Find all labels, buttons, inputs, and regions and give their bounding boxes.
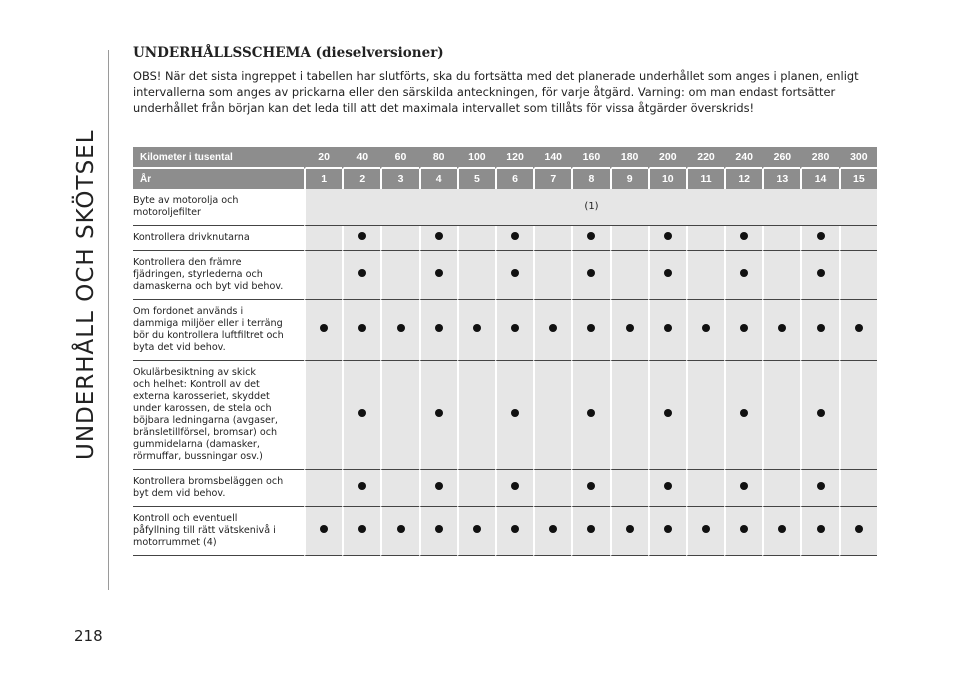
operation-label: Kontrollera den främre fjädringen, styrlederna och damaskerna och byt vid behov. [133,251,304,300]
schedule-cell [648,226,686,251]
service-dot-icon [587,232,595,240]
schedule-cell [686,470,724,507]
year-header-cell: 5 [457,169,495,189]
schedule-cell [380,251,418,300]
service-dot-icon [817,269,825,277]
table-row [133,251,877,300]
service-dot-icon [740,232,748,240]
service-dot-icon [664,324,672,332]
schedule-cell [762,470,800,507]
schedule-cell [610,300,648,361]
year-header-cell: 6 [495,169,533,189]
schedule-cell [610,470,648,507]
service-dot-icon [855,324,863,332]
schedule-cell [839,251,877,300]
schedule-cell [342,361,380,470]
schedule-cell [571,361,609,470]
schedule-cell [533,251,571,300]
service-dot-icon [664,482,672,490]
schedule-cell [419,361,457,470]
schedule-cell [419,507,457,556]
year-header-row [133,169,877,189]
km-header-cell: 240 [724,147,762,169]
km-header-label: Kilometer i tusental [133,147,304,169]
service-dot-icon [664,409,672,417]
km-header-cell: 100 [457,147,495,169]
schedule-cell [724,470,762,507]
service-dot-icon [817,232,825,240]
schedule-cell [571,226,609,251]
service-dot-icon [664,232,672,240]
page-heading: UNDERHÅLLSSCHEMA (dieselversioner) [133,45,444,61]
schedule-cell [419,470,457,507]
schedule-cell [304,470,342,507]
schedule-cell [610,361,648,470]
service-dot-icon [511,482,519,490]
schedule-cell [380,300,418,361]
service-dot-icon [397,324,405,332]
service-dot-icon [626,525,634,533]
schedule-cell [342,251,380,300]
service-dot-icon [664,525,672,533]
service-dot-icon [435,482,443,490]
schedule-cell [800,361,838,470]
operation-label: Kontroll och eventuell påfyllning till rätt vätskenivå i motorrummet (4) [133,507,304,556]
service-dot-icon [435,232,443,240]
schedule-cell [342,507,380,556]
schedule-cell [457,470,495,507]
service-dot-icon [511,525,519,533]
schedule-cell [533,507,571,556]
section-divider [108,50,109,590]
service-dot-icon [435,269,443,277]
schedule-cell [762,300,800,361]
schedule-cell [686,361,724,470]
km-header-cell: 220 [686,147,724,169]
km-header-cell: 180 [610,147,648,169]
schedule-cell [686,251,724,300]
service-dot-icon [855,525,863,533]
year-header-cell: 1 [304,169,342,189]
operation-label: Okulärbesiktning av skick och helhet: Kontroll av det externa karosseriet, skyddet under karossen, de stela och böjbara ledningarna (avgaser, bränsletillförsel, bromsar) och gummidelarna (damasker, rörmuffar, bussningar osv.) [133,361,304,470]
service-dot-icon [511,324,519,332]
operation-label: Kontrollera bromsbeläggen och byt dem vid behov. [133,470,304,507]
service-dot-icon [587,525,595,533]
service-dot-icon [587,409,595,417]
operation-label: Om fordonet används i dammiga miljöer eller i terräng bör du kontrollera luftfiltret och byta det vid behov. [133,300,304,361]
schedule-cell [533,226,571,251]
km-header-cell: 120 [495,147,533,169]
schedule-cell [839,507,877,556]
schedule-cell [839,470,877,507]
service-dot-icon [740,269,748,277]
schedule-cell [800,300,838,361]
service-dot-icon [778,525,786,533]
schedule-cell [533,361,571,470]
schedule-cell [457,251,495,300]
schedule-cell [800,507,838,556]
schedule-cell [724,226,762,251]
service-dot-icon [740,482,748,490]
service-dot-icon [817,409,825,417]
km-header-cell: 20 [304,147,342,169]
service-dot-icon [358,525,366,533]
schedule-cell [800,226,838,251]
schedule-cell [457,300,495,361]
schedule-cell [610,251,648,300]
schedule-cell [304,226,342,251]
km-header-cell: 280 [800,147,838,169]
table-row [133,226,877,251]
year-header-cell: 11 [686,169,724,189]
year-header-cell: 9 [610,169,648,189]
km-header-cell: 200 [648,147,686,169]
schedule-cell [304,507,342,556]
service-dot-icon [549,525,557,533]
schedule-cell [648,251,686,300]
schedule-cell [380,470,418,507]
service-dot-icon [358,409,366,417]
schedule-cell [610,226,648,251]
schedule-cell [380,226,418,251]
km-header-cell: 80 [419,147,457,169]
year-header-label: År [133,169,304,189]
table-row [133,507,877,556]
year-header-cell: 3 [380,169,418,189]
table-row [133,189,877,226]
schedule-cell [724,251,762,300]
schedule-cell [457,226,495,251]
schedule-cell [839,300,877,361]
service-dot-icon [549,324,557,332]
schedule-cell [571,470,609,507]
schedule-cell [342,300,380,361]
service-dot-icon [320,525,328,533]
schedule-cell [380,361,418,470]
schedule-cell [648,507,686,556]
service-dot-icon [740,525,748,533]
service-dot-icon [511,232,519,240]
year-header-cell: 12 [724,169,762,189]
schedule-cell [800,251,838,300]
service-dot-icon [817,324,825,332]
intro-paragraph: OBS! När det sista ingreppet i tabellen har slutförts, ska du fortsätta med det planerade underhållet som anges i planen, enligt intervallerna som anges av prickarna eller den särskilda anteckningen, för varje åtgärd. Varning: om man endast fortsätter underhållet från början kan det leda till att det maximala intervallet som tillåts för vissa åtgärder överskrids! [133,69,859,115]
year-header-cell: 13 [762,169,800,189]
service-dot-icon [587,482,595,490]
schedule-cell [457,361,495,470]
schedule-cell [648,470,686,507]
service-dot-icon [435,409,443,417]
schedule-cell [724,300,762,361]
schedule-cell [304,361,342,470]
year-header-cell: 2 [342,169,380,189]
schedule-cell [342,226,380,251]
schedule-cell [533,300,571,361]
year-header-cell: 14 [800,169,838,189]
schedule-cell [571,300,609,361]
schedule-cell [724,361,762,470]
schedule-cell [724,507,762,556]
schedule-cell [342,470,380,507]
schedule-cell [686,300,724,361]
km-header-cell: 60 [380,147,418,169]
schedule-cell [495,361,533,470]
km-header-cell: 300 [839,147,877,169]
schedule-cell [380,507,418,556]
section-title: UNDERHÅLL OCH SKÖTSEL [73,129,99,460]
year-header-cell: 8 [571,169,609,189]
service-dot-icon [473,525,481,533]
operation-label: Byte av motorolja och motoroljefilter [133,189,304,226]
km-header-row [133,147,877,169]
service-dot-icon [702,525,710,533]
schedule-cell [648,300,686,361]
page-number: 218 [74,627,103,645]
service-dot-icon [473,324,481,332]
service-dot-icon [435,525,443,533]
service-dot-icon [358,324,366,332]
year-header-cell: 15 [839,169,877,189]
service-dot-icon [358,232,366,240]
km-header-cell: 260 [762,147,800,169]
schedule-cell [762,361,800,470]
schedule-cell [800,470,838,507]
table-row [133,470,877,507]
schedule-cell [419,251,457,300]
schedule-cell [495,226,533,251]
service-dot-icon [320,324,328,332]
schedule-cell [533,470,571,507]
service-dot-icon [587,324,595,332]
km-header-cell: 40 [342,147,380,169]
schedule-cell [686,226,724,251]
schedule-cell [571,507,609,556]
service-dot-icon [740,409,748,417]
schedule-cell [571,251,609,300]
schedule-cell [648,361,686,470]
schedule-cell [419,226,457,251]
schedule-cell [304,300,342,361]
service-dot-icon [740,324,748,332]
schedule-cell [495,470,533,507]
table-row [133,300,877,361]
schedule-cell [762,226,800,251]
schedule-cell [457,507,495,556]
year-header-cell: 4 [419,169,457,189]
service-dot-icon [435,324,443,332]
schedule-cell [304,251,342,300]
schedule-cell [762,507,800,556]
service-dot-icon [587,269,595,277]
service-dot-icon [664,269,672,277]
maintenance-schedule-table [133,147,877,556]
schedule-cell [610,507,648,556]
service-dot-icon [778,324,786,332]
schedule-cell [419,300,457,361]
schedule-cell [839,361,877,470]
service-dot-icon [397,525,405,533]
schedule-cell [495,300,533,361]
service-dot-icon [511,409,519,417]
service-dot-icon [817,482,825,490]
operation-label: Kontrollera drivknutarna [133,226,304,251]
km-header-cell: 140 [533,147,571,169]
service-dot-icon [702,324,710,332]
schedule-body [133,189,877,556]
table-row [133,361,877,470]
schedule-cell [495,251,533,300]
schedule-cell [762,251,800,300]
schedule-cell [839,226,877,251]
schedule-cell [686,507,724,556]
km-header-cell: 160 [571,147,609,169]
year-header-cell: 10 [648,169,686,189]
service-dot-icon [358,269,366,277]
service-dot-icon [817,525,825,533]
service-dot-icon [358,482,366,490]
schedule-cell [495,507,533,556]
service-dot-icon [511,269,519,277]
service-dot-icon [626,324,634,332]
interval-note: (1) [304,189,877,226]
year-header-cell: 7 [533,169,571,189]
